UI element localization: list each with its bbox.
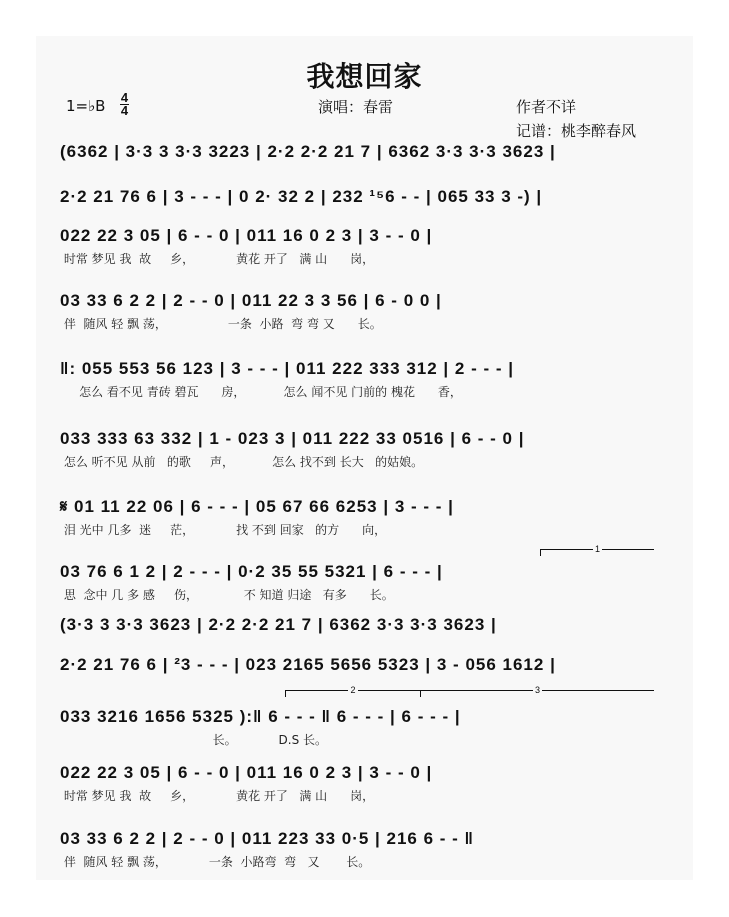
score-row-1 xyxy=(60,142,660,166)
notes: 2·2 21 76 6 | ²3 - - - | 023 2165 5656 5323 | 3 - 056 1612 | xyxy=(60,655,556,674)
volta-label: 3 xyxy=(534,685,540,695)
score-row-13 xyxy=(60,829,660,869)
score-row-7 xyxy=(60,497,660,537)
lyrics: 时常 梦见 我 故 乡， 黄花 开了 满 山 岗， xyxy=(60,252,375,266)
key-signature: 1=♭B xyxy=(66,97,106,115)
score-row-6 xyxy=(60,429,660,469)
score-row-5 xyxy=(60,359,660,399)
lyrics: 思 念中 几 多 感 伤， 不 知道 归途 有多 长。 xyxy=(60,588,394,602)
score-row-4 xyxy=(60,291,660,331)
song-title: 我想回家 xyxy=(306,60,423,93)
lyrics: 时常 梦见 我 故 乡， 黄花 开了 满 山 岗， xyxy=(60,789,375,803)
score-row-11 xyxy=(60,707,660,747)
lyrics: 怎么 看不见 青砖 碧瓦 房， 怎么 闻不见 门前的 槐花 香， xyxy=(60,385,462,399)
author-credit: 作者不详 xyxy=(516,98,577,116)
notes: ‖: 055 553 56 123 | 3 - - - | 011 222 333 312 | 2 - - - | xyxy=(60,359,515,378)
notes: (6362 | 3·3 3 3·3 3223 | 2·2 2·2 21 7 | 6362 3·3 3·3 3623 | xyxy=(60,142,556,161)
lyrics: 怎么 听不见 从前 的歌 声， 怎么 找不到 长大 的姑娘。 xyxy=(60,455,424,469)
lyrics: 伴 随风 轻 飘 荡， 一条 小路弯 弯 又 长。 xyxy=(60,855,371,869)
notes: 03 33 6 2 2 | 2 - - 0 | 011 223 33 0·5 | 216 6 - - ‖ xyxy=(60,829,475,848)
notes: 022 22 3 05 | 6 - - 0 | 011 16 0 2 3 | 3 - - 0 | xyxy=(60,226,433,245)
notes: 033 333 63 332 | 1 - 023 3 | 011 222 33 0516 | 6 - - 0 | xyxy=(60,429,525,448)
score-row-2 xyxy=(60,187,660,211)
score-row-8 xyxy=(60,562,660,602)
notes: 2·2 21 76 6 | 3 - - - | 0 2· 32 2 | 232 ¹⁵6 - - | 065 33 3 -) | xyxy=(60,187,543,206)
lyrics: 长。 D.S 长。 xyxy=(60,733,328,747)
volta-label: 2 xyxy=(350,685,356,695)
transcriber-credit: 记谱：桃李醉春风 xyxy=(516,122,637,140)
score-row-10 xyxy=(60,655,660,679)
score-row-12 xyxy=(60,763,660,803)
lyrics: 伴 随风 轻 飘 荡， 一条 小路 弯 弯 又 长。 xyxy=(60,317,382,331)
volta-bracket-3 xyxy=(420,685,654,697)
lyrics: 泪 光中 几多 迷 茫， 找 不到 回家 的方 向， xyxy=(60,523,387,537)
notes: 03 76 6 1 2 | 2 - - - | 0·2 35 55 5321 | 6 - - - | xyxy=(60,562,443,581)
volta-label: 1 xyxy=(594,544,600,554)
score-row-3 xyxy=(60,226,660,266)
notes: 033 3216 1656 5325 ):‖ 6 - - - ‖ 6 - - - | 6 - - - | xyxy=(60,707,461,726)
time-signature-top: 4 xyxy=(120,90,129,105)
notes: (3·3 3 3·3 3623 | 2·2 2·2 21 7 | 6362 3·3 3·3 3623 | xyxy=(60,615,497,634)
time-signature xyxy=(120,92,129,117)
time-signature-bottom: 4 xyxy=(120,103,129,118)
score-row-9 xyxy=(60,615,660,639)
volta-bracket-2 xyxy=(285,685,420,697)
notes: 03 33 6 2 2 | 2 - - 0 | 011 22 3 3 56 | 6 - 0 0 | xyxy=(60,291,442,310)
singer-credit: 演唱：春雷 xyxy=(318,98,394,116)
notes: 𝄋 01 11 22 06 | 6 - - - | 05 67 66 6253 | 3 - - - | xyxy=(60,497,454,516)
volta-bracket-1 xyxy=(540,544,654,556)
notes: 022 22 3 05 | 6 - - 0 | 011 16 0 2 3 | 3 - - 0 | xyxy=(60,763,433,782)
